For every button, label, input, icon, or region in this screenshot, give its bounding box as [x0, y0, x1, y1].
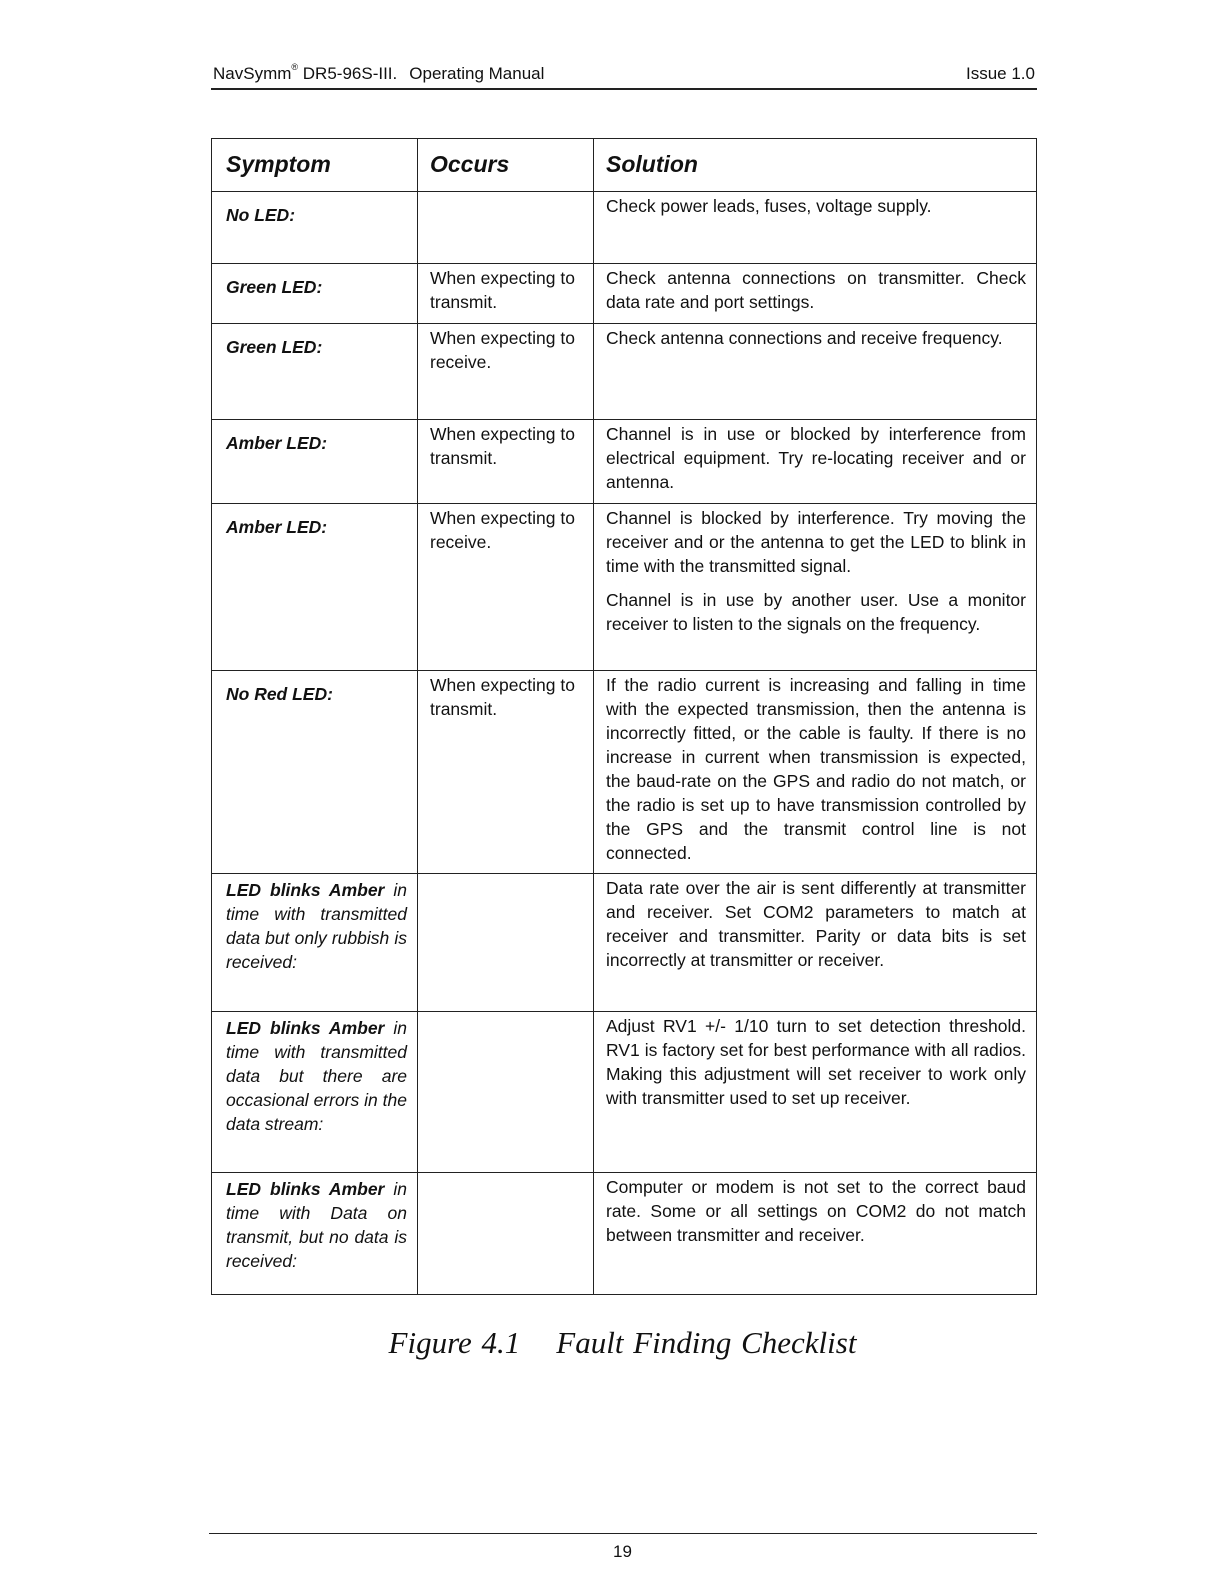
registered-mark: ®	[291, 62, 299, 72]
occurs-cell: When expecting to receive.	[418, 324, 594, 420]
footer-divider	[209, 1533, 1037, 1534]
symptom-detail: in time with transmitted data but only rubbish is received:	[226, 880, 407, 972]
page-header	[211, 62, 1037, 90]
symptom-title: LED blinks Amber	[226, 1018, 385, 1038]
solution-cell	[594, 874, 1037, 1012]
symptom-title: LED blinks Amber	[226, 880, 385, 900]
symptom-cell	[212, 1173, 418, 1295]
header-product: NavSymm	[213, 64, 292, 83]
header-title	[213, 64, 544, 84]
solution-cell	[594, 504, 1037, 671]
figure-title: Fault Finding Checklist	[556, 1325, 857, 1360]
symptom-cell	[212, 504, 418, 671]
symptom-cell	[212, 671, 418, 874]
solution-text: Check power leads, fuses, voltage supply.	[606, 196, 932, 216]
table-row	[212, 874, 1037, 1012]
table-row	[212, 192, 1037, 264]
symptom-cell	[212, 192, 418, 264]
table-row	[212, 671, 1037, 874]
column-header-solution: Solution	[594, 139, 1037, 192]
solution-cell	[594, 192, 1037, 264]
figure-number: Figure 4.1	[388, 1325, 521, 1360]
occurs-cell: When expecting to transmit.	[418, 671, 594, 874]
table-row	[212, 1173, 1037, 1295]
solution-text: Check antenna connections and receive frequency.	[606, 328, 1003, 348]
table-row	[212, 264, 1037, 324]
symptom-cell	[212, 324, 418, 420]
column-header-symptom: Symptom	[212, 139, 418, 192]
fault-finding-table	[211, 138, 1037, 1295]
solution-cell	[594, 264, 1037, 324]
solution-text: Check antenna connections on transmitter. Check data rate and port settings.	[606, 268, 1026, 312]
solution-cell	[594, 324, 1037, 420]
symptom-title: Green LED:	[226, 337, 323, 357]
table-header-row	[212, 139, 1037, 192]
occurs-cell	[418, 1012, 594, 1173]
symptom-title: Amber LED:	[226, 517, 328, 537]
table-row	[212, 1012, 1037, 1173]
solution-text: Adjust RV1 +/- 1/10 turn to set detection threshold. RV1 is factory set for best performance with all radios. Making this adjustment will set receiver to work only with transmitter used to set up receiver.	[606, 1016, 1026, 1108]
symptom-detail: in time with transmitted data but there are occasional errors in the data stream:	[226, 1018, 407, 1134]
occurs-cell	[418, 874, 594, 1012]
solution-cell	[594, 420, 1037, 504]
solution-cell	[594, 1012, 1037, 1173]
occurs-cell	[418, 1173, 594, 1295]
occurs-cell	[418, 192, 594, 264]
symptom-title: Green LED:	[226, 277, 323, 297]
symptom-cell	[212, 420, 418, 504]
header-issue: Issue 1.0	[966, 64, 1035, 83]
symptom-title: No LED:	[226, 205, 296, 225]
symptom-title: No Red LED:	[226, 684, 333, 704]
symptom-cell	[212, 874, 418, 1012]
symptom-cell	[212, 1012, 418, 1173]
header-model: DR5-96S-III.	[302, 64, 398, 83]
occurs-cell: When expecting to transmit.	[418, 264, 594, 324]
symptom-title: LED blinks Amber	[226, 1179, 385, 1199]
solution-text: Channel is in use by another user. Use a monitor receiver to listen to the signals on the frequency.	[606, 590, 1026, 634]
solution-cell	[594, 1173, 1037, 1295]
figure-caption	[0, 1325, 1221, 1361]
occurs-cell: When expecting to receive.	[418, 504, 594, 671]
solution-cell	[594, 671, 1037, 874]
symptom-title: Amber LED:	[226, 433, 328, 453]
symptom-detail: in time with Data on transmit, but no data is received:	[226, 1179, 407, 1271]
column-header-occurs: Occurs	[418, 139, 594, 192]
solution-text: Channel is blocked by interference. Try moving the receiver and or the antenna to get the LED to blink in time with the transmitted signal.	[606, 508, 1026, 576]
solution-text: Channel is in use or blocked by interference from electrical equipment. Try re-locating receiver and or antenna.	[606, 424, 1026, 492]
table-row	[212, 420, 1037, 504]
solution-text: If the radio current is increasing and falling in time with the expected transmission, then the antenna is incorrectly fitted, or the cable is faulty. If there is no increase in current when transmission is expected, the baud-rate on the GPS and radio do not match, or the radio is set up to have transmission controlled by the GPS and the transmit control line is not connected.	[606, 675, 1026, 863]
table-row	[212, 504, 1037, 671]
symptom-cell	[212, 264, 418, 324]
solution-text: Data rate over the air is sent differently at transmitter and receiver. Set COM2 parameters to match at receiver and transmitter. Parity or data bits is set incorrectly at transmitter or receiver.	[606, 878, 1026, 970]
table-row	[212, 324, 1037, 420]
page-number: 19	[613, 1542, 632, 1561]
solution-text: Computer or modem is not set to the correct baud rate. Some or all settings on COM2 do not match between transmitter and receiver.	[606, 1177, 1026, 1245]
header-manual: Operating Manual	[409, 64, 545, 83]
occurs-cell: When expecting to transmit.	[418, 420, 594, 504]
